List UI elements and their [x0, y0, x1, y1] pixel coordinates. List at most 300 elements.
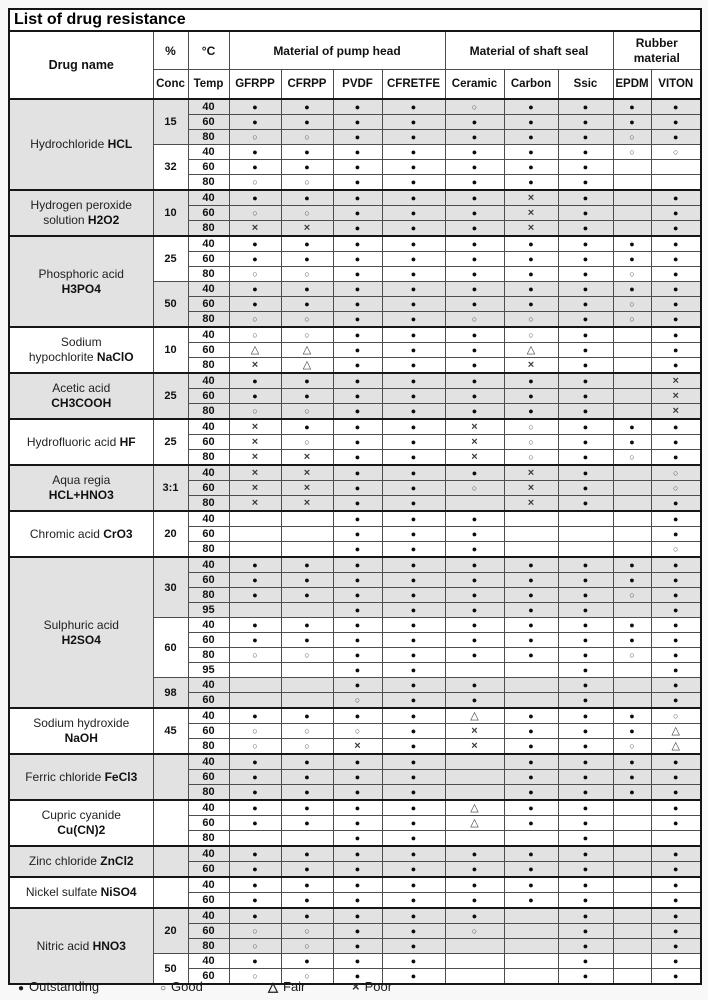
outstanding-icon: ● — [673, 345, 679, 355]
rating-cell — [445, 939, 504, 954]
table-row — [9, 465, 701, 481]
rating-cell — [229, 648, 281, 663]
outstanding-icon: ● — [673, 560, 679, 570]
drug-formula-text: NaOH — [64, 731, 98, 745]
outstanding-icon: ● — [471, 254, 478, 264]
rating-cell — [229, 754, 281, 770]
rating-cell — [281, 267, 333, 282]
rating-cell — [651, 419, 701, 435]
rating-cell — [281, 573, 333, 588]
outstanding-icon: ● — [471, 605, 478, 615]
outstanding-icon: ● — [252, 575, 258, 585]
outstanding-icon: ● — [673, 757, 679, 767]
outstanding-icon: ● — [673, 514, 679, 524]
concentration-cell: 10 — [153, 327, 188, 373]
outstanding-icon: ● — [629, 575, 635, 585]
outstanding-icon: ● — [354, 772, 361, 782]
rating-cell — [504, 618, 558, 633]
rating-cell — [382, 893, 445, 909]
temperature-cell: 60 — [188, 206, 229, 221]
rating-cell — [613, 816, 651, 831]
rating-cell — [333, 282, 382, 297]
outstanding-icon: ● — [410, 147, 417, 157]
outstanding-icon: ● — [410, 299, 417, 309]
rating-cell — [445, 419, 504, 435]
outstanding-icon: ● — [354, 422, 361, 432]
rating-cell — [333, 542, 382, 558]
temperature-cell: 60 — [188, 633, 229, 648]
rating-cell — [382, 312, 445, 328]
rating-cell — [229, 816, 281, 831]
temperature-cell: 40 — [188, 99, 229, 115]
table-row — [9, 846, 701, 862]
outstanding-icon: ● — [582, 239, 589, 249]
good-icon: ○ — [629, 650, 635, 660]
rating-cell — [613, 557, 651, 573]
rating-cell — [382, 130, 445, 145]
outstanding-icon: ● — [673, 254, 679, 264]
concentration-cell: 45 — [153, 708, 188, 754]
rating-cell — [445, 816, 504, 831]
outstanding-icon: ● — [354, 498, 361, 508]
rating-cell — [445, 648, 504, 663]
rating-cell — [382, 877, 445, 893]
header-shaft-seal-group: Material of shaft seal — [445, 31, 613, 70]
rating-cell — [651, 724, 701, 739]
legend-label: Fair — [283, 979, 306, 994]
good-icon: ○ — [673, 483, 679, 493]
rating-cell — [229, 800, 281, 816]
rating-cell — [651, 373, 701, 389]
concentration-cell: 30 — [153, 557, 188, 618]
rating-cell — [382, 557, 445, 573]
rating-cell — [382, 389, 445, 404]
rating-cell — [613, 663, 651, 678]
rating-cell — [281, 678, 333, 693]
outstanding-icon: ● — [410, 391, 417, 401]
outstanding-icon: ● — [354, 680, 361, 690]
outstanding-icon: ● — [673, 787, 679, 797]
poor-icon: × — [527, 482, 535, 494]
poor-icon: × — [527, 207, 535, 219]
rating-cell — [281, 603, 333, 618]
legend-label: Poor — [364, 979, 393, 994]
rating-cell — [229, 908, 281, 924]
rating-cell — [333, 588, 382, 603]
outstanding-icon: ● — [629, 560, 635, 570]
rating-cell — [558, 145, 613, 160]
temperature-cell: 40 — [188, 465, 229, 481]
drug-name-cell — [9, 800, 153, 846]
outstanding-icon: ● — [528, 849, 534, 859]
outstanding-icon: ● — [410, 254, 417, 264]
rating-cell — [281, 800, 333, 816]
outstanding-icon: ● — [354, 345, 361, 355]
outstanding-icon: ● — [582, 849, 589, 859]
rating-cell — [445, 877, 504, 893]
outstanding-icon: ● — [354, 437, 361, 447]
poor-icon: × — [471, 451, 478, 463]
rating-cell — [229, 145, 281, 160]
rating-cell — [651, 573, 701, 588]
rating-cell — [613, 145, 651, 160]
rating-cell — [229, 373, 281, 389]
rating-cell — [613, 327, 651, 343]
outstanding-icon: ● — [410, 911, 417, 921]
rating-cell — [613, 267, 651, 282]
drug-name-text: Zinc chloride — [28, 854, 101, 868]
drug-name-text: solution — [43, 213, 88, 227]
rating-cell — [504, 846, 558, 862]
outstanding-icon: ● — [304, 117, 310, 127]
header-col-cfretfe: CFRETFE — [382, 70, 445, 100]
rating-cell — [504, 908, 558, 924]
rating-cell — [558, 708, 613, 724]
outstanding-icon: ● — [410, 711, 417, 721]
rating-cell — [651, 389, 701, 404]
rating-cell — [504, 327, 558, 343]
rating-cell — [558, 252, 613, 267]
good-icon: ○ — [354, 695, 361, 705]
poor-icon: × — [303, 497, 311, 509]
drug-formula-text: HCL+HNO3 — [48, 488, 114, 502]
rating-cell — [558, 724, 613, 739]
rating-cell — [504, 99, 558, 115]
rating-cell — [333, 954, 382, 969]
outstanding-icon: ● — [528, 254, 534, 264]
outstanding-icon: ● — [528, 177, 534, 187]
rating-cell — [558, 221, 613, 237]
rating-cell — [445, 693, 504, 709]
poor-icon: × — [471, 436, 478, 448]
rating-cell — [281, 939, 333, 954]
outstanding-icon: ● — [252, 620, 258, 630]
rating-cell — [333, 358, 382, 374]
drug-name-text: Hydrochloride — [30, 137, 108, 151]
outstanding-icon: ● — [673, 422, 679, 432]
drug-formula-text: NaClO — [96, 350, 134, 364]
drug-formula-text: ZnCl2 — [100, 854, 134, 868]
rating-cell — [281, 542, 333, 558]
rating-cell — [333, 435, 382, 450]
drug-formula-text: HNO3 — [92, 938, 126, 953]
outstanding-icon: ● — [582, 971, 589, 981]
header-temp-label: Temp — [188, 70, 229, 100]
rating-cell — [229, 450, 281, 466]
rating-cell — [613, 373, 651, 389]
header-temp-unit: °C — [188, 31, 229, 70]
outstanding-icon: ● — [582, 818, 589, 828]
outstanding-icon: ● — [582, 437, 589, 447]
concentration-cell: 25 — [153, 236, 188, 282]
rating-cell — [558, 481, 613, 496]
outstanding-icon: ● — [410, 544, 417, 554]
rating-cell — [613, 877, 651, 893]
table-title-row — [9, 9, 701, 31]
rating-cell — [382, 678, 445, 693]
outstanding-icon: ● — [471, 208, 478, 218]
outstanding-icon: ● — [471, 193, 478, 203]
outstanding-icon: ● — [304, 391, 310, 401]
rating-cell — [445, 678, 504, 693]
rating-cell — [445, 908, 504, 924]
rating-cell — [558, 603, 613, 618]
temperature-cell: 40 — [188, 282, 229, 297]
outstanding-icon: ● — [252, 787, 258, 797]
fair-icon: △ — [302, 359, 312, 371]
rating-cell — [651, 190, 701, 206]
rating-cell — [281, 770, 333, 785]
fair-icon: △ — [526, 344, 536, 356]
good-icon: ○ — [629, 314, 635, 324]
rating-cell — [613, 693, 651, 709]
rating-cell — [382, 603, 445, 618]
rating-cell — [504, 939, 558, 954]
outstanding-icon: ● — [528, 560, 534, 570]
rating-cell — [333, 924, 382, 939]
poor-icon: × — [303, 451, 311, 463]
drug-name-text: Cupric cyanide — [41, 808, 121, 822]
outstanding-icon: ● — [410, 818, 417, 828]
rating-cell — [445, 160, 504, 175]
rating-cell — [333, 252, 382, 267]
rating-cell — [382, 754, 445, 770]
outstanding-icon: ● — [582, 757, 589, 767]
rating-cell — [651, 99, 701, 115]
poor-icon: × — [672, 405, 679, 417]
rating-cell — [281, 160, 333, 175]
rating-cell — [382, 831, 445, 847]
rating-cell — [445, 190, 504, 206]
rating-cell — [333, 816, 382, 831]
rating-cell — [382, 450, 445, 466]
rating-cell — [504, 236, 558, 252]
rating-cell — [445, 754, 504, 770]
rating-cell — [651, 267, 701, 282]
concentration-cell: 25 — [153, 373, 188, 419]
rating-cell — [651, 663, 701, 678]
rating-cell — [382, 573, 445, 588]
rating-cell — [651, 739, 701, 755]
temperature-cell: 40 — [188, 846, 229, 862]
rating-cell — [613, 573, 651, 588]
rating-cell — [445, 404, 504, 420]
drug-name-text: Chromic acid — [29, 526, 104, 541]
rating-cell — [558, 770, 613, 785]
rating-cell — [558, 297, 613, 312]
outstanding-icon: ● — [582, 147, 589, 157]
rating-cell — [613, 481, 651, 496]
concentration-cell — [153, 846, 188, 877]
rating-cell — [281, 419, 333, 435]
rating-cell — [613, 160, 651, 175]
outstanding-icon: ● — [354, 254, 361, 264]
outstanding-icon: ● — [673, 818, 679, 828]
rating-cell — [504, 800, 558, 816]
table-row — [9, 708, 701, 724]
outstanding-icon: ● — [354, 514, 361, 524]
rating-cell — [445, 573, 504, 588]
rating-cell — [382, 435, 445, 450]
rating-cell — [445, 496, 504, 512]
rating-cell — [504, 206, 558, 221]
outstanding-icon: ● — [410, 575, 417, 585]
drug-formula-text: H3PO4 — [61, 281, 101, 296]
outstanding-icon: ● — [410, 833, 417, 843]
rating-cell — [445, 542, 504, 558]
outstanding-icon: ● — [471, 575, 478, 585]
good-icon: ○ — [252, 726, 258, 736]
rating-cell — [613, 389, 651, 404]
rating-cell — [382, 115, 445, 130]
rating-cell — [651, 603, 701, 618]
rating-cell — [333, 496, 382, 512]
rating-cell — [558, 954, 613, 969]
good-icon: ○ — [304, 208, 310, 218]
rating-cell — [382, 954, 445, 969]
rating-cell — [229, 496, 281, 512]
temperature-cell: 80 — [188, 739, 229, 755]
rating-cell — [613, 252, 651, 267]
temperature-cell: 60 — [188, 343, 229, 358]
good-icon: ○ — [252, 330, 258, 340]
rating-cell — [613, 846, 651, 862]
outstanding-icon: ● — [582, 803, 589, 813]
concentration-cell: 50 — [153, 954, 188, 985]
rating-cell — [651, 633, 701, 648]
rating-cell — [504, 754, 558, 770]
outstanding-icon: ● — [252, 284, 258, 294]
rating-cell — [229, 435, 281, 450]
header-conc-unit: % — [153, 31, 188, 70]
outstanding-icon: ● — [410, 330, 417, 340]
rating-cell — [504, 465, 558, 481]
outstanding-icon: ● — [354, 102, 361, 112]
outstanding-icon: ● — [410, 314, 417, 324]
rating-cell — [558, 816, 613, 831]
rating-cell — [651, 908, 701, 924]
outstanding-icon: ● — [528, 880, 534, 890]
good-icon: ○ — [528, 330, 534, 340]
rating-cell — [613, 404, 651, 420]
outstanding-icon: ● — [471, 345, 478, 355]
rating-cell — [651, 770, 701, 785]
rating-cell — [382, 908, 445, 924]
outstanding-icon: ● — [582, 911, 589, 921]
outstanding-icon: ● — [471, 147, 478, 157]
rating-cell — [281, 663, 333, 678]
poor-icon: × — [471, 421, 478, 433]
outstanding-icon: ● — [410, 803, 417, 813]
outstanding-icon: ● — [354, 590, 361, 600]
temperature-cell: 60 — [188, 297, 229, 312]
rating-cell — [229, 708, 281, 724]
drug-name-text: Sodium hydroxide — [33, 716, 130, 730]
rating-cell — [281, 312, 333, 328]
outstanding-icon: ● — [582, 162, 589, 172]
temperature-cell: 80 — [188, 267, 229, 282]
outstanding-icon: ● — [582, 560, 589, 570]
outstanding-icon: ● — [252, 162, 258, 172]
outstanding-icon: ● — [410, 360, 417, 370]
outstanding-icon: ● — [410, 620, 417, 630]
good-icon: ○ — [304, 941, 310, 951]
outstanding-icon: ● — [471, 177, 478, 187]
temperature-cell: 40 — [188, 754, 229, 770]
outstanding-icon: ● — [252, 911, 258, 921]
outstanding-icon: ● — [354, 605, 361, 615]
outstanding-icon: ● — [410, 757, 417, 767]
good-icon: ○ — [252, 177, 258, 187]
outstanding-icon: ● — [471, 514, 478, 524]
rating-cell — [229, 481, 281, 496]
outstanding-icon: ● — [354, 314, 361, 324]
drug-name-cell — [9, 190, 153, 236]
outstanding-icon: ● — [471, 330, 478, 340]
rating-cell — [333, 175, 382, 191]
rating-cell — [229, 770, 281, 785]
rating-cell — [281, 754, 333, 770]
temperature-cell: 80 — [188, 404, 229, 420]
outstanding-icon: ● — [252, 102, 258, 112]
rating-cell — [651, 831, 701, 847]
outstanding-icon: ● — [582, 620, 589, 630]
rating-cell — [613, 800, 651, 816]
temperature-cell: 60 — [188, 969, 229, 985]
drug-name-cell — [9, 236, 153, 327]
rating-cell — [613, 708, 651, 724]
rating-cell — [281, 846, 333, 862]
outstanding-icon: ● — [354, 147, 361, 157]
rating-cell — [504, 282, 558, 297]
rating-cell — [504, 557, 558, 573]
outstanding-icon: ● — [673, 132, 679, 142]
rating-cell — [445, 770, 504, 785]
temperature-cell: 80 — [188, 831, 229, 847]
outstanding-icon: ● — [252, 895, 258, 905]
outstanding-icon: ● — [528, 102, 534, 112]
good-icon: ○ — [252, 208, 258, 218]
rating-cell — [229, 327, 281, 343]
rating-cell — [558, 648, 613, 663]
outstanding-icon: ● — [582, 864, 589, 874]
rating-cell — [333, 939, 382, 954]
rating-cell — [281, 282, 333, 297]
outstanding-icon: ● — [410, 406, 417, 416]
rating-cell — [558, 404, 613, 420]
rating-cell — [558, 419, 613, 435]
drug-name-text: Sulphuric acid — [43, 617, 119, 632]
outstanding-icon: ● — [252, 193, 258, 203]
outstanding-icon: ● — [528, 620, 534, 630]
outstanding-icon: ● — [471, 695, 478, 705]
rating-cell — [229, 618, 281, 633]
outstanding-icon: ● — [354, 635, 361, 645]
rating-cell — [333, 190, 382, 206]
rating-cell — [504, 542, 558, 558]
header-col-ssic: Ssic — [558, 70, 613, 100]
temperature-cell: 40 — [188, 511, 229, 527]
rating-cell — [382, 343, 445, 358]
rating-cell — [445, 343, 504, 358]
drug-name-text: Hydrofluoric acid — [26, 434, 120, 449]
rating-cell — [229, 527, 281, 542]
rating-cell — [651, 496, 701, 512]
good-icon: ○ — [252, 971, 258, 981]
drug-name-cell — [9, 908, 153, 984]
outstanding-icon: ● — [410, 741, 417, 751]
good-icon: ○ — [528, 452, 534, 462]
